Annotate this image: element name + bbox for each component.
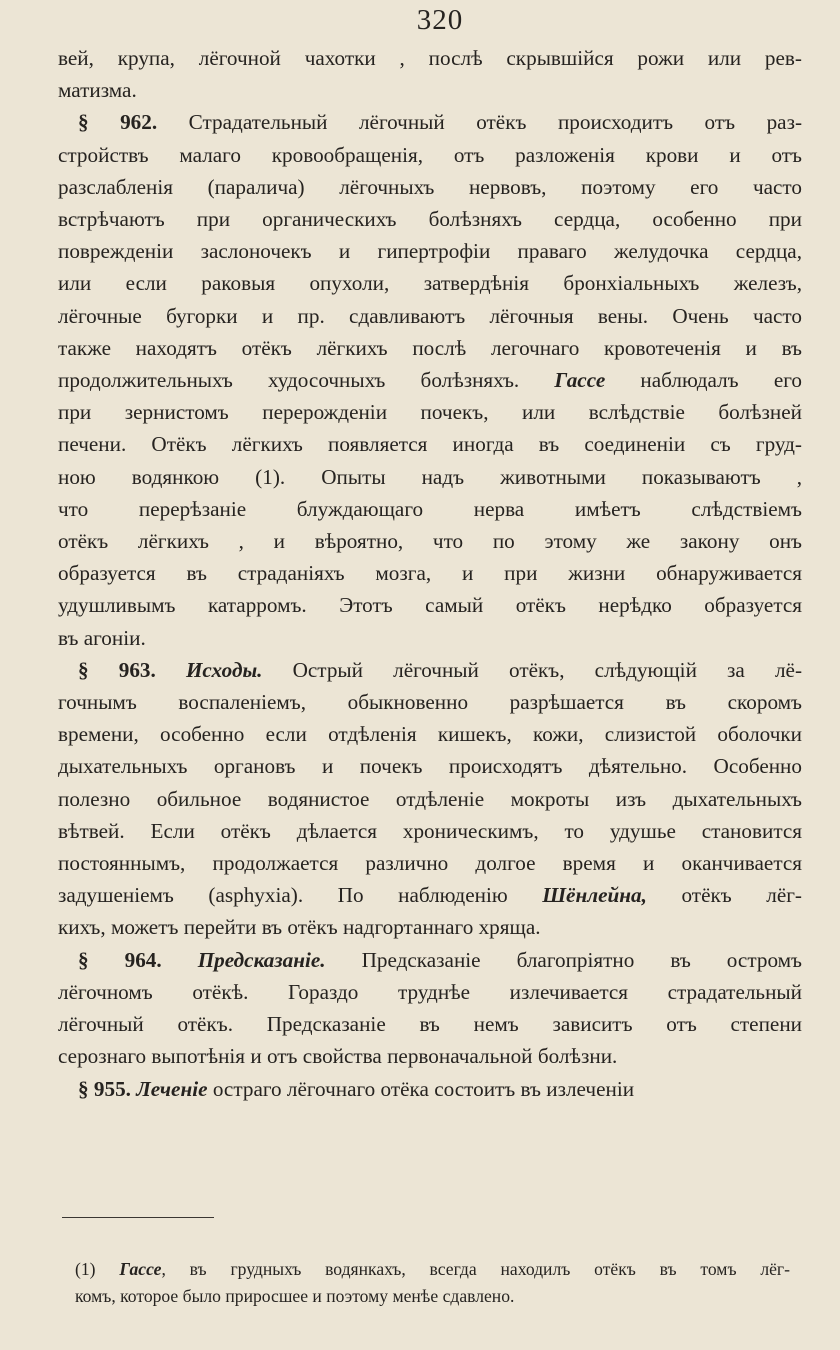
- text-line: продолжительныхъ худосочныхъ болѣзняхъ. Гассе наблюдалъ его: [58, 368, 802, 393]
- text-line: ною водянкою (1). Опыты надъ животными показываютъ ,: [58, 464, 802, 489]
- text-line: что перерѣзаніе блуждающаго нерва имѣетъ слѣдствіемъ: [58, 496, 802, 521]
- text-line: серознаго выпотѣнія и отъ свойства первоначальной болѣзни.: [58, 1044, 618, 1069]
- text-line: при зернистомъ перерожденіи почекъ, или вслѣдствіе болѣзней: [58, 400, 802, 425]
- page-number: 320: [416, 4, 464, 36]
- body-text: [58, 42, 802, 1105]
- text-line: § 964. Предсказаніе. Предсказаніе благопріятно въ остромъ: [78, 947, 802, 972]
- text-line: гочнымъ воспаленіемъ, обыкновенно разрѣшается въ скоромъ: [58, 690, 802, 715]
- text-line: постояннымъ, продолжается различно долгое время и оканчивается: [58, 851, 802, 876]
- text-line: въ агоніи.: [58, 625, 146, 650]
- text-line: стройствъ малаго кровообращенія, отъ разложенія крови и отъ: [58, 142, 802, 167]
- text-line: печени. Отёкъ лёгкихъ появляется иногда въ соединеніи съ груд-: [58, 432, 802, 457]
- text-line: также находятъ отёкъ лёгкихъ послѣ легочнаго кровотеченія и въ: [58, 335, 802, 360]
- text-line: или если раковыя опухоли, затвердѣнія бронхіальныхъ железъ,: [58, 271, 802, 296]
- text-line: § 963. Исходы. Острый лёгочный отёкъ, слѣдующій за лё-: [78, 657, 802, 682]
- text-line: разслабленія (паралича) лёгочныхъ нервовъ, поэтому его часто: [58, 174, 802, 199]
- text-line: лёгочные бугорки и пр. сдавливаютъ лёгочныя вены. Очень часто: [58, 303, 802, 328]
- text-line: матизма.: [58, 78, 137, 103]
- text-line: § 962. Страдательный лёгочный отёкъ происходитъ отъ раз-: [78, 110, 802, 135]
- footnote-line: комъ, которое было приросшее и поэтому менѣе сдавлено.: [75, 1286, 515, 1306]
- text-line: задушеніемъ (asphyxia). По наблюденію Шёнлейна, отёкъ лёг-: [58, 883, 802, 908]
- text-line: вей, крупа, лёгочной чахотки , послѣ скрывшійся рожи или рев-: [58, 46, 802, 70]
- text-line: отёкъ лёгкихъ , и вѣроятно, что по этому же закону онъ: [58, 529, 802, 554]
- text-line: образуется въ страданіяхъ мозга, и при жизни обнаруживается: [58, 561, 802, 586]
- footnote-divider: [62, 1217, 214, 1218]
- text-line: поврежденіи заслоночекъ и гипертрофіи праваго желудочка сердца,: [58, 239, 802, 264]
- text-line: кихъ, можетъ перейти въ отёкъ надгортаннаго хряща.: [58, 915, 541, 940]
- text-line: удушливымъ катарромъ. Этотъ самый отёкъ нерѣдко образуется: [58, 593, 802, 618]
- text-line: лёгочный отёкъ. Предсказаніе въ немъ зависитъ отъ степени: [58, 1012, 802, 1037]
- text-line: встрѣчаютъ при органическихъ болѣзняхъ сердца, особенно при: [58, 207, 802, 232]
- footnote: [75, 1256, 790, 1310]
- footnote-line: (1) Гассе, въ грудныхъ водянкахъ, всегда находилъ отёкъ въ томъ лёг-: [75, 1259, 790, 1279]
- text-line: дыхательныхъ органовъ и почекъ происходятъ дѣятельно. Особенно: [58, 754, 802, 779]
- text-line: полезно обильное водянистое отдѣленіе мокроты изъ дыхательныхъ: [58, 786, 802, 811]
- text-line: вѣтвей. Если отёкъ дѣлается хроническимъ, то удушье становится: [58, 818, 802, 843]
- text-line: лёгочномъ отёкѣ. Гораздо труднѣе излечивается страдательный: [58, 979, 802, 1004]
- text-line: § 955. Леченіе остраго лёгочнаго отёка состоитъ въ излеченіи: [78, 1076, 635, 1101]
- text-line: времени, особенно если отдѣленія кишекъ, кожи, слизистой оболочки: [58, 722, 802, 747]
